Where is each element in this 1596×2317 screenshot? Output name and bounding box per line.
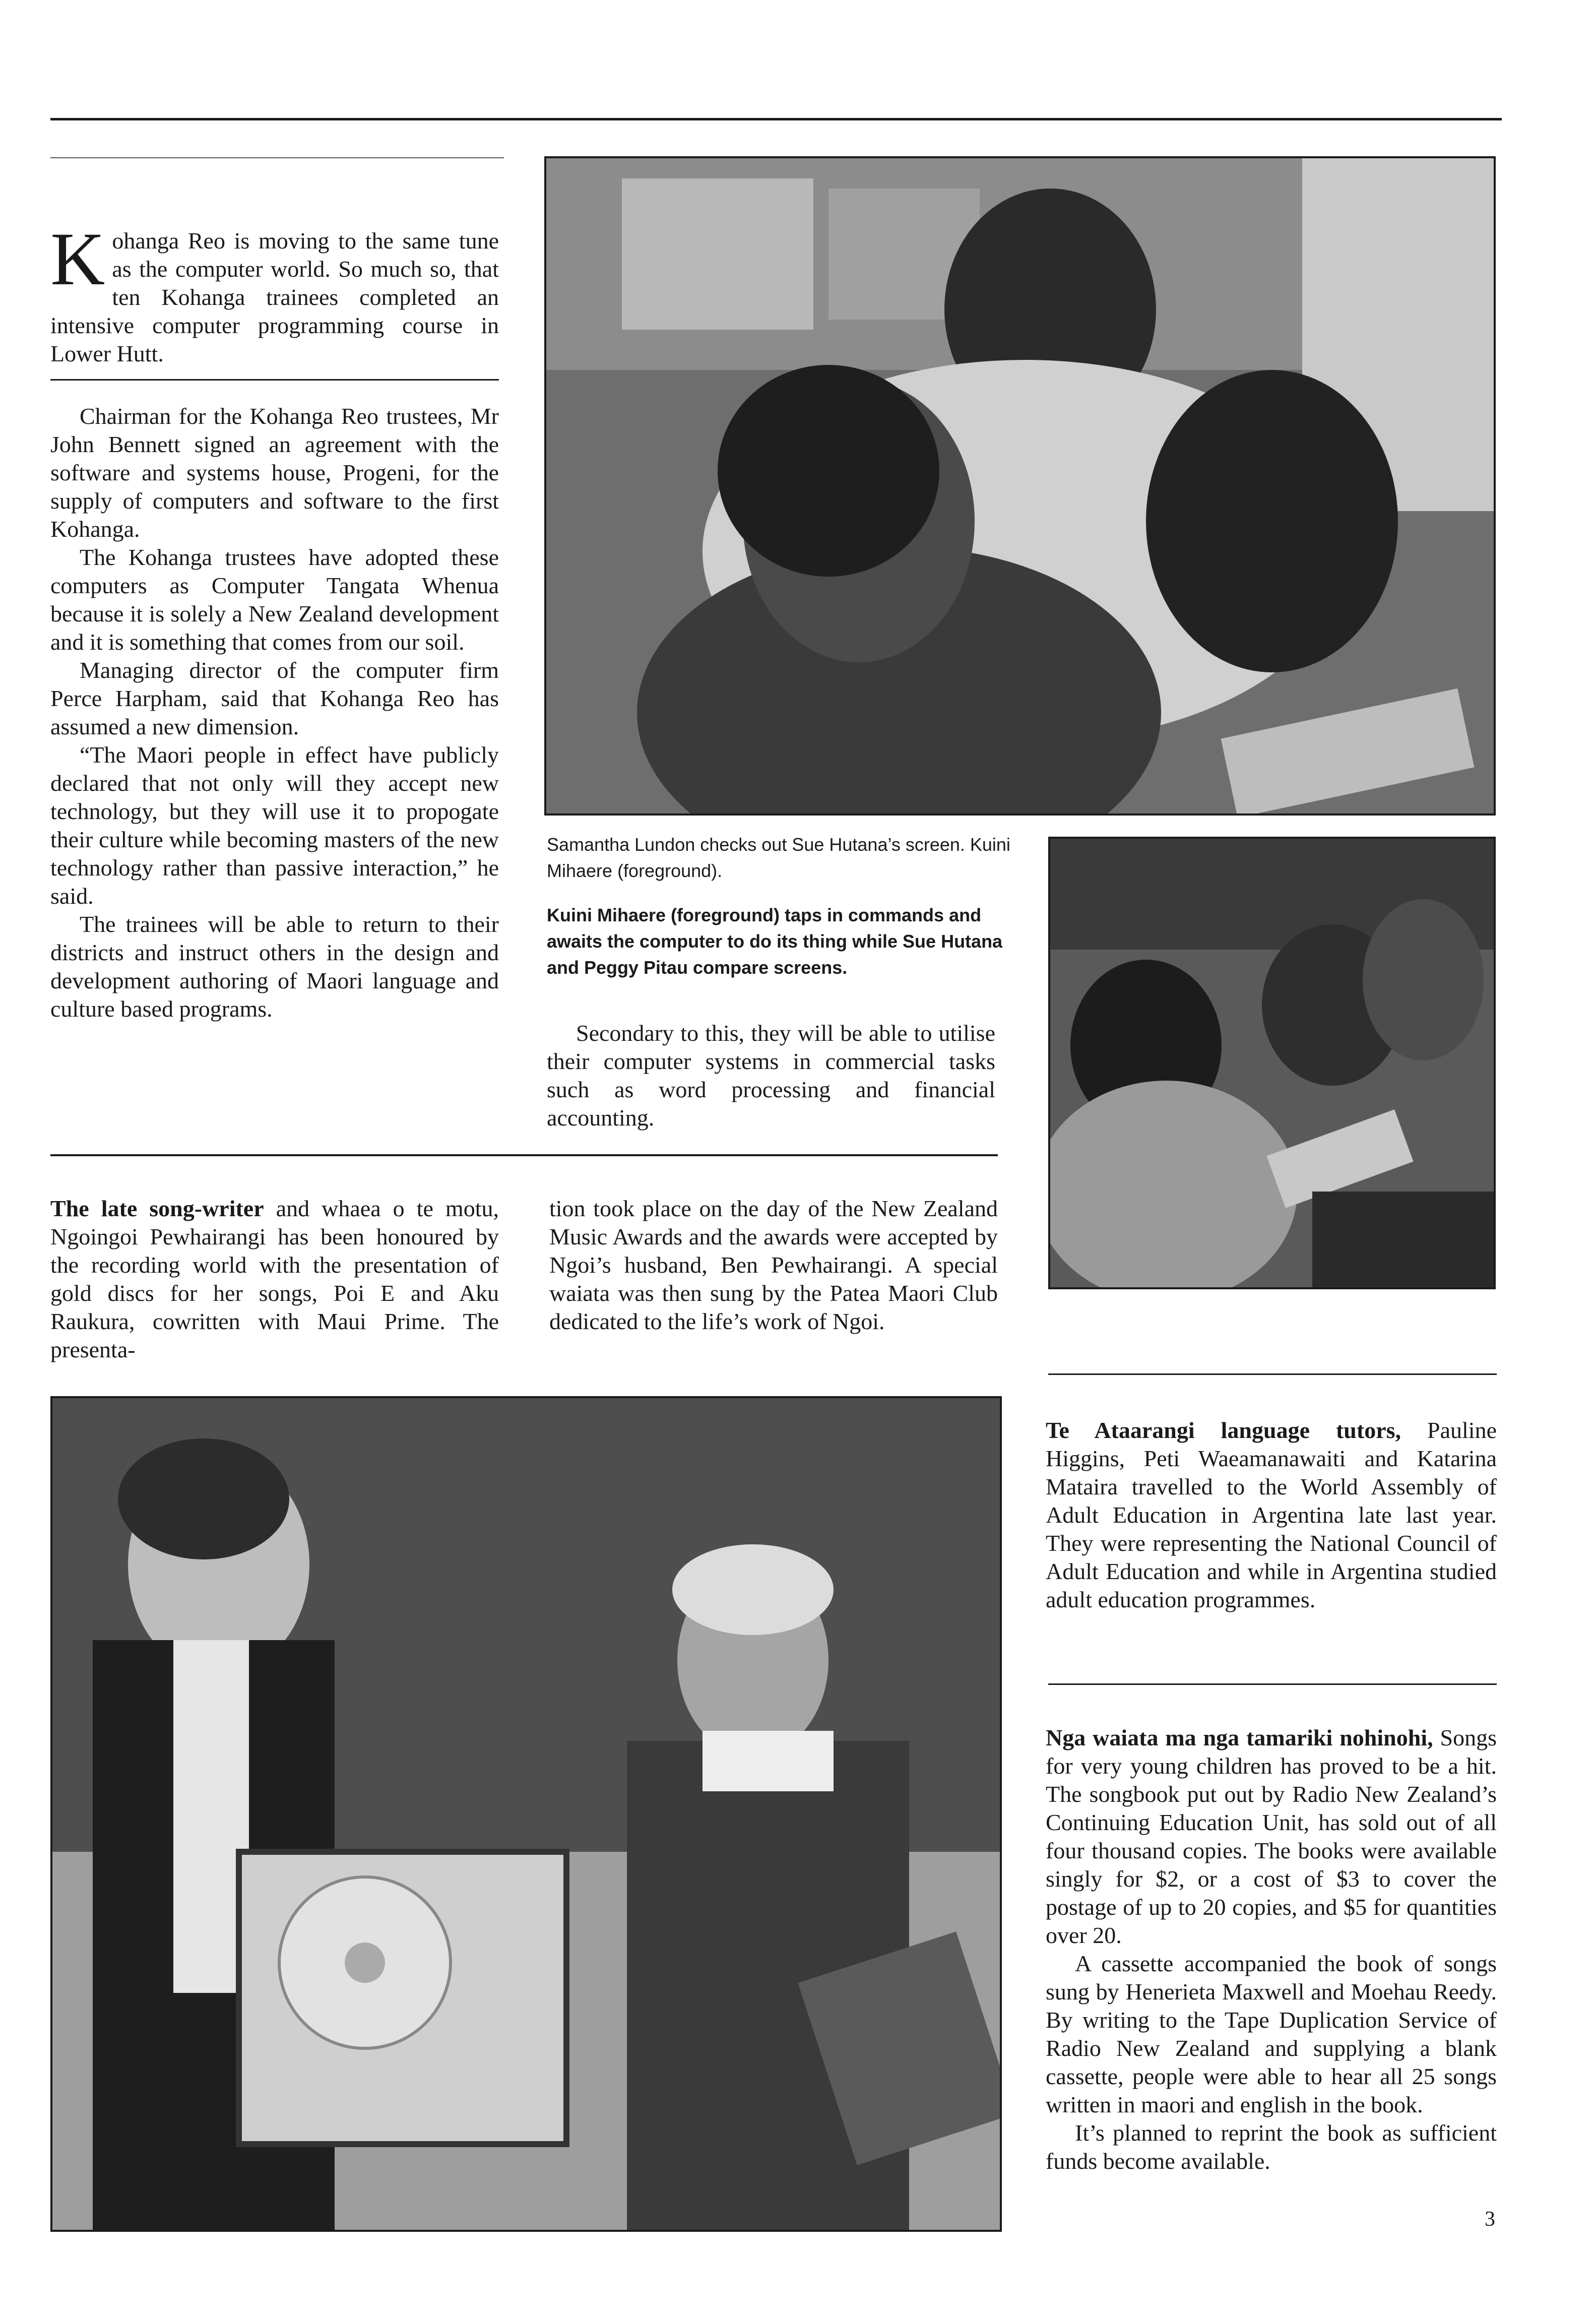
intro-top-rule (50, 157, 504, 158)
caption-samantha: Samantha Lundon checks out Sue Hutana’s screen. Kuini Mihaere (foreground). (547, 834, 1010, 881)
kohanga-body-right (547, 1019, 995, 1132)
songwriter-col-1 (50, 1195, 499, 1364)
kohanga-intro: Kohanga Reo is moving to the same tune as the computer world. So much so, that ten Kohanga trainees completed an intensive computer programming course in Lower Hutt. (50, 217, 499, 366)
kohanga-para-1: Chairman for the Kohanga Reo trustees, Mr John Bennett signed an agreement with the software and systems house, Progeni, for the supply of computers and software to the first Kohanga. (50, 403, 499, 542)
kohanga-para-2: The Kohanga trustees have adopted these computers as Computer Tangata Whenua because it is solely a New Zealand development and it is something that comes from our soil. (50, 544, 499, 655)
middle-rule (50, 1154, 998, 1156)
kohanga-para-6: Secondary to this, they will be able to utilise their computer systems in commercial tasks such as word processing and financial accounting. (547, 1020, 995, 1131)
songwriter-lead: The late song-writer (50, 1196, 264, 1221)
intro-divider (50, 379, 499, 381)
waiata-para-3: It’s planned to reprint the book as sufficient funds become available. (1046, 2120, 1497, 2174)
ataarangi-article (1046, 1416, 1497, 1614)
photo-computer-screens (1048, 837, 1496, 1289)
songwriter-para-2: tion took place on the day of the New Zealand Music Awards and the awards were accepted by Ngoi’s husband, Ben Pewhairangi. A special waiata was then sung by the Patea Maori Club dedicated to the life’s work of Ngoi. (549, 1196, 998, 1334)
waiata-article (1046, 1724, 1497, 2175)
ataarangi-lead: Te Ataarangi language tutors, (1046, 1417, 1401, 1443)
songwriter-para-1: The late song-writer and whaea o te motu, Ngoingoi Pewhairangi has been honoured by the recording world with the presentation of gold discs for her songs, Poi E and Aku Raukura, cowritten with Maui Prime. The presenta- (50, 1196, 499, 1362)
photo-gold-disc-presentation (50, 1396, 1002, 2232)
kohanga-body-left (50, 402, 499, 1023)
waiata-top-rule (1048, 1683, 1497, 1685)
waiata-lead: Nga waiata ma nga tamariki nohinohi, (1046, 1725, 1433, 1750)
page-number: 3 (1485, 2208, 1495, 2231)
kohanga-article-left (50, 217, 499, 368)
ataarangi-top-rule (1048, 1373, 1497, 1375)
kohanga-para-5: The trainees will be able to return to their districts and instruct others in the design and development authoring of Maori language and culture based programs. (50, 911, 499, 1022)
drop-cap: K (50, 217, 105, 301)
songwriter-col-2 (549, 1195, 998, 1336)
waiata-para-1: Nga waiata ma nga tamariki nohinohi, Songs for very young children has proved to be a hit. The songbook put out by Radio New Zealand’s Continuing Education Unit, has sold out of all four thousand copies. The books were available singly for $2, or a cost of $3 to cover the postage of up to 20 copies, and $5 for quantities over 20. (1046, 1725, 1497, 1948)
photo-computer-trainees (544, 156, 1496, 816)
kohanga-para-4: “The Maori people in effect have publicly declared that not only will they accept new technology, but they will use it to propogate their culture while becoming masters of the new technology rather than passive interaction,” he said. (50, 742, 499, 909)
top-rule (50, 118, 1502, 120)
caption-kuini: Kuini Mihaere (foreground) taps in commands and awaits the computer to do its thing while Sue Hutana and Peggy Pitau compare screens. (547, 905, 1003, 978)
ataarangi-para: Te Ataarangi language tutors, Pauline Higgins, Peti Waeamanawaiti and Katarina Mataira travelled to the World Assembly of Adult Education in Argentina late last year. They were representing the National Council of Adult Education and while in Argentina studied adult education programmes. (1046, 1417, 1497, 1612)
waiata-para-2: A cassette accompanied the book of songs sung by Henerieta Maxwell and Moehau Reedy. By writing to the Tape Duplication Service of Radio New Zealand and supplying a blank cassette, people were able to hear all 25 songs written in maori and english in the book. (1046, 1951, 1497, 2117)
kohanga-para-3: Managing director of the computer firm Perce Harpham, said that Kohanga Reo has assumed a new dimension. (50, 657, 499, 739)
photo-caption-1 (547, 832, 1020, 999)
